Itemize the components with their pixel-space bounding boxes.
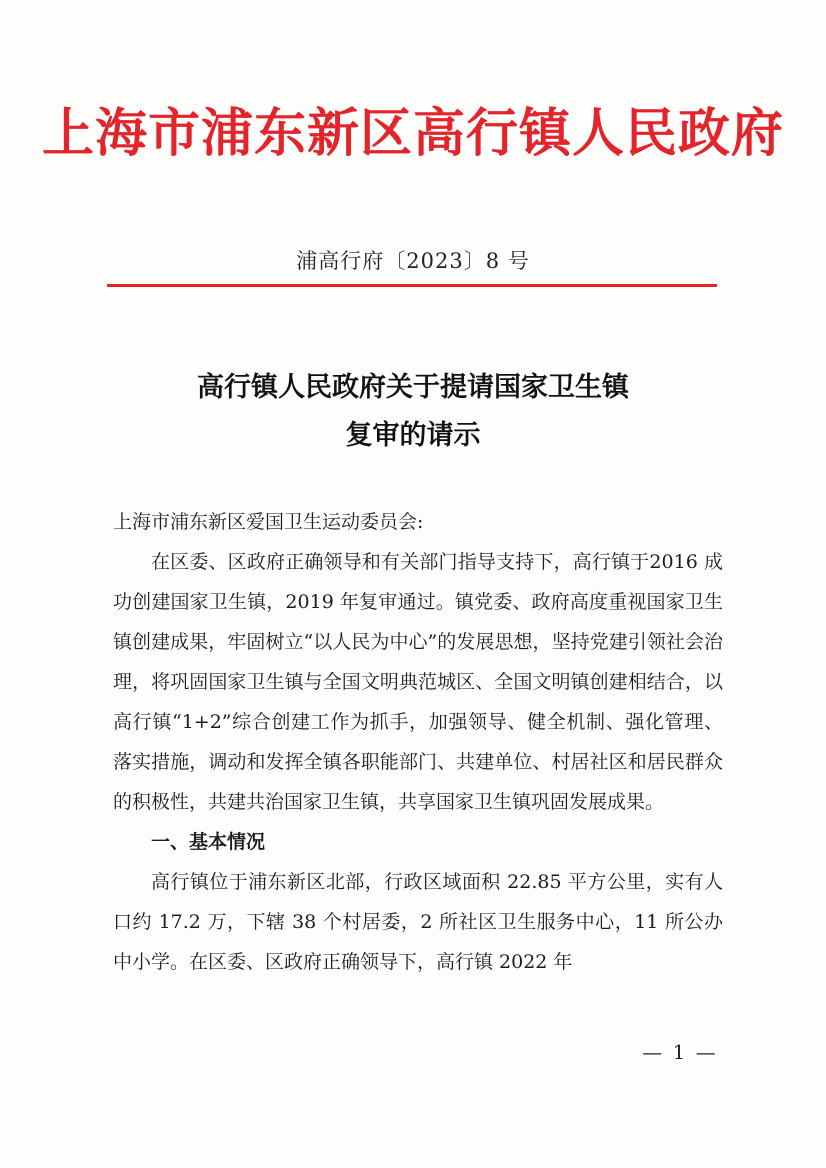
page-number: — 1 — (642, 1040, 718, 1064)
document-body (113, 502, 723, 982)
paragraph: 在区委、区政府正确领导和有关部门指导支持下，高行镇于2016 成功创建国家卫生镇，2019 年复审通过。镇党委、政府高度重视国家卫生镇创建成果，牢固树立“以人民为中心”的发展思想，坚持党建引领社会治理，将巩固国家卫生镇与全国文明典范城区、全国文明镇创建相结合，以高行镇“1+2”综合创建工作为抓手，加强领导、健全机制、强化管理、落实措施，调动和发挥全镇各职能部门、共建单位、村居社区和居民群众的积极性，共建共治国家卫生镇，共享国家卫生镇巩固发展成果。 (113, 551, 723, 813)
document-title-line1: 高行镇人民政府关于提请国家卫生镇 (197, 372, 629, 403)
red-divider-line (107, 284, 717, 287)
document-title-line2: 复审的请示 (345, 420, 481, 451)
salutation: 上海市浦东新区爱国卫生运动委员会: (113, 511, 424, 533)
document-title (0, 364, 826, 460)
section-heading: 一、基本情况 (151, 831, 266, 853)
paragraph: 高行镇位于浦东新区北部，行政区域面积 22.85 平方公里，实有人口约 17.2 万，下辖 38 个村居委，2 所社区卫生服务中心，11 所公办中小学。在区委、区政府正确领导下，高行镇 2022 年 (113, 871, 723, 973)
issuer-header: 上海市浦东新区高行镇人民政府 (41, 103, 784, 164)
document-number: 浦高行府〔2023〕8 号 (296, 249, 530, 273)
